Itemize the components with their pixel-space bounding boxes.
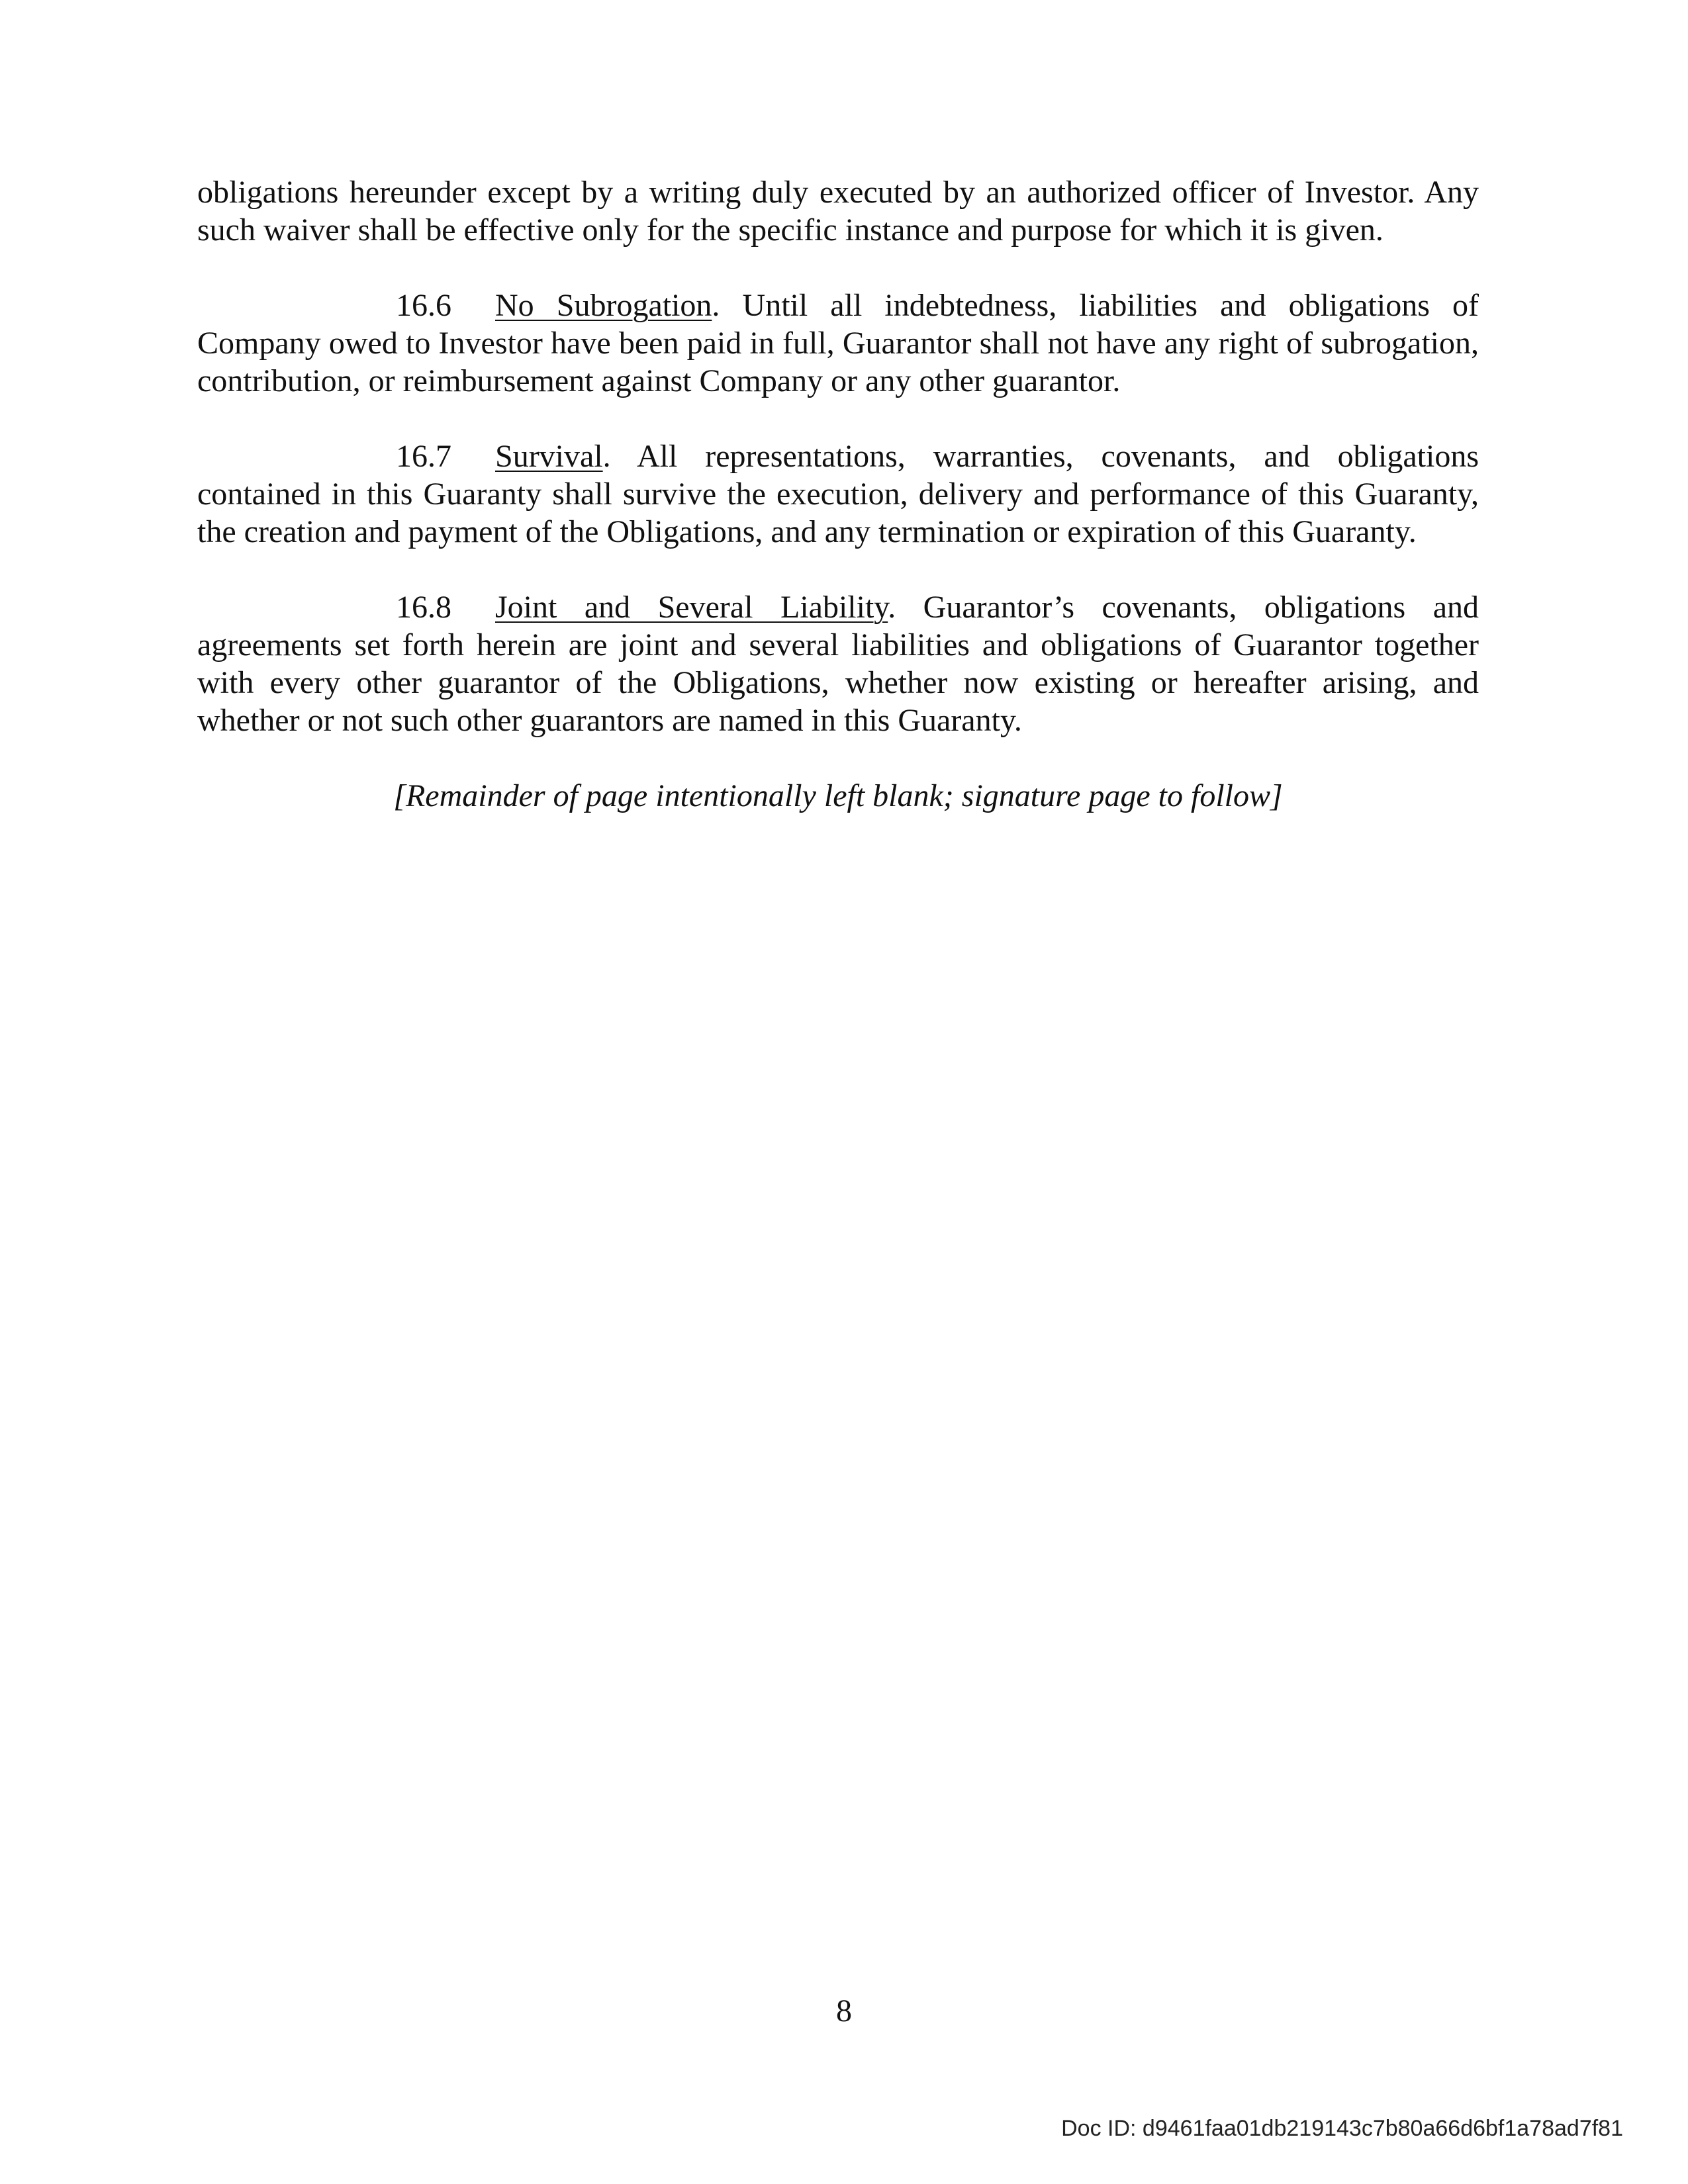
section-body: . Until all indebtedness, liabilities and obligations of Company owed to Investor have been paid in full, Guarantor shall not have any right of subrogation, contribution, or reimbursement against Company or any other guarantor. <box>197 288 1479 398</box>
section-body: . All representations, warranties, covenants, and obligations contained in this Guaranty shall survive the execution, delivery and performance of this Guaranty, the creation and payment of the Obligations, and any termination or expiration of this Guaranty. <box>197 439 1479 549</box>
section-title: No Subrogation <box>495 288 712 323</box>
remainder-note: [Remainder of page intentionally left blank; signature page to follow] <box>393 778 1283 813</box>
section-16-8 <box>197 588 1479 739</box>
section-number: 16.8 <box>396 590 451 625</box>
section-number: 16.7 <box>396 439 451 474</box>
section-16-7 <box>197 437 1479 551</box>
continuation-paragraph: obligations hereunder except by a writing duly executed by an authorized officer of Investor. Any such waiver shall be effective only for the specific instance and purpose for which it is given. <box>197 175 1479 248</box>
section-title: Survival <box>495 439 603 474</box>
page-number: 8 <box>836 1993 852 2028</box>
section-title: Joint and Several Liability <box>495 590 888 625</box>
document-body <box>197 173 1479 815</box>
section-number: 16.6 <box>396 288 451 323</box>
section-body: . Guarantor’s covenants, obligations and agreements set forth herein are joint and several liabilities and obligations of Guarantor together with every other guarantor of the Obligations, whether now existing or hereafter arising, and whether or not such other guarantors are named in this Guaranty. <box>197 590 1479 738</box>
section-16-6 <box>197 287 1479 400</box>
doc-id: Doc ID: d9461faa01db219143c7b80a66d6bf1a78ad7f81 <box>1061 2116 1623 2141</box>
